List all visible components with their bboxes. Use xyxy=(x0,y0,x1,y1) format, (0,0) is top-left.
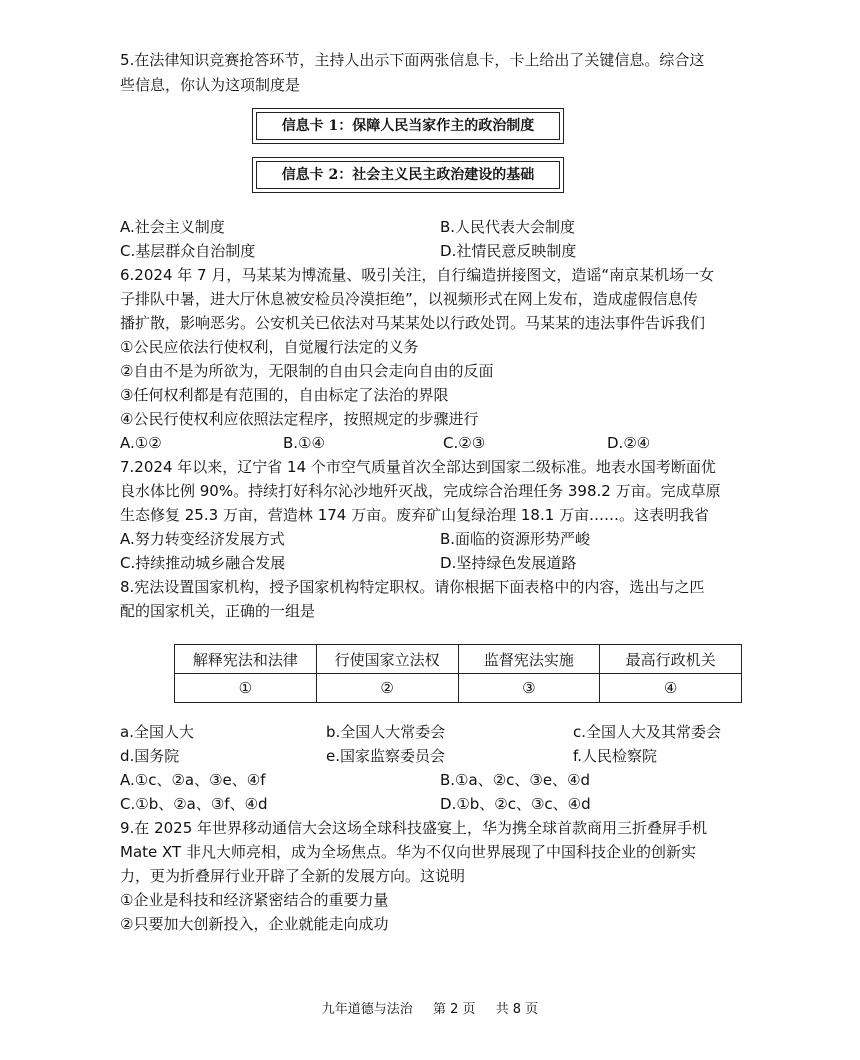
footer-total-pages: 共 8 页 xyxy=(495,1002,539,1017)
q7-stem-line-2: 良水体比例 90%。持续打好科尔沁沙地歼灭战，完成综合治理任务 398.2 万亩。完成草原 xyxy=(120,482,721,500)
table-header-cell: 解释宪法和法律 xyxy=(175,645,317,674)
table-header-cell: 行使国家立法权 xyxy=(316,645,458,674)
q7-option-b: B.面临的资源形势严峻 xyxy=(440,530,591,548)
q5-option-c: C.基层群众自治制度 xyxy=(120,242,256,260)
q6-stem-line-2: 子排队中暑，进大厅休息被安检员冷漠拒绝”，以视频形式在网上发布，造成虚假信息传 xyxy=(120,290,698,308)
table-row xyxy=(175,674,742,703)
q6-statement-1: ①公民应依法行使权利，自觉履行法定的义务 xyxy=(120,338,419,356)
q7-stem-line-3: 生态修复 25.3 万亩，营造林 174 万亩。废弃矿山复绿治理 18.1 万亩……。这表明我省 xyxy=(120,506,710,524)
q6-statement-2: ②自由不是为所欲为，无限制的自由只会走向自由的反面 xyxy=(120,362,494,380)
q5-stem-line-1: 5.在法律知识竞赛抢答环节，主持人出示下面两张信息卡，卡上给出了关键信息。综合这 xyxy=(120,51,705,69)
q8-organ-f: f.人民检察院 xyxy=(573,747,657,765)
q5-option-b: B.人民代表大会制度 xyxy=(440,218,576,236)
q8-organ-e: e.国家监察委员会 xyxy=(326,747,445,765)
page-footer xyxy=(0,1000,860,1020)
q9-stem-line-3: 力，更为折叠屏行业开辟了全新的发展方向。这说明 xyxy=(120,867,466,885)
q7-option-d: D.坚持绿色发展道路 xyxy=(440,554,577,572)
q7-option-a: A.努力转变经济发展方式 xyxy=(120,530,285,548)
q8-stem-line-1: 8.宪法设置国家机构，授予国家机构特定职权。请你根据下面表格中的内容，选出与之匹 xyxy=(120,578,705,596)
q7-stem-line-1: 7.2024 年以来，辽宁省 14 个市空气质量首次全部达到国家二级标准。地表水国考断面优 xyxy=(120,458,716,476)
table-header-cell: 监督宪法实施 xyxy=(458,645,600,674)
table-cell: ④ xyxy=(600,674,742,703)
q6-statement-4: ④公民行使权利应依照法定程序，按照规定的步骤进行 xyxy=(120,410,479,428)
table-header-cell: 最高行政机关 xyxy=(600,645,742,674)
table-header-row xyxy=(175,645,742,674)
q8-option-a: A.①c、②a、③e、④f xyxy=(120,771,266,789)
q8-organ-b: b.全国人大常委会 xyxy=(326,723,446,741)
q5-option-a: A.社会主义制度 xyxy=(120,218,225,236)
q6-stem-line-1: 6.2024 年 7 月，马某某为博流量、吸引关注，自行编造拼接图文，造谣“南京某机场一女 xyxy=(120,266,715,284)
q6-stem-line-3: 播扩散，影响恶劣。公安机关已依法对马某某处以行政处罚。马某某的违法事件告诉我们 xyxy=(120,314,706,332)
table-cell: ③ xyxy=(458,674,600,703)
footer-subject: 九年道德与法治 xyxy=(321,1002,413,1017)
q6-option-c: C.②③ xyxy=(443,434,486,452)
q5-option-d: D.社情民意反映制度 xyxy=(440,242,577,260)
q5-stem-line-2: 些信息，你认为这项制度是 xyxy=(120,76,301,94)
q8-stem-line-2: 配的国家机关，正确的一组是 xyxy=(120,602,316,620)
q8-option-d: D.①b、②c、③c、④d xyxy=(440,795,591,813)
q6-option-d: D.②④ xyxy=(607,434,651,452)
q6-option-a: A.①② xyxy=(120,434,162,452)
q9-stem-line-1: 9.在 2025 年世界移动通信大会这场全球科技盛宴上，华为携全球首款商用三折叠屏手机 xyxy=(120,819,708,837)
q8-option-b: B.①a、②c、③e、④d xyxy=(440,771,591,789)
q6-option-b: B.①④ xyxy=(283,434,325,452)
info-card-2 xyxy=(252,157,564,193)
authority-table xyxy=(174,644,742,703)
q8-option-c: C.①b、②a、③f、④d xyxy=(120,795,268,813)
q7-option-c: C.持续推动城乡融合发展 xyxy=(120,554,286,572)
table-cell: ① xyxy=(175,674,317,703)
q8-organ-a: a.全国人大 xyxy=(120,723,194,741)
info-card-1 xyxy=(252,108,564,144)
q8-organ-d: d.国务院 xyxy=(120,747,180,765)
info-card-1-text: 信息卡 1：保障人民当家作主的政治制度 xyxy=(281,118,535,134)
footer-page-number: 第 2 页 xyxy=(432,1002,476,1017)
q8-organ-c: c.全国人大及其常委会 xyxy=(573,723,722,741)
q9-statement-2: ②只要加大创新投入，企业就能走向成功 xyxy=(120,915,389,933)
q9-stem-line-2: Mate XT 非凡大师亮相，成为全场焦点。华为不仅向世界展现了中国科技企业的创新实 xyxy=(120,843,696,861)
table-cell: ② xyxy=(316,674,458,703)
q6-statement-3: ③任何权利都是有范围的，自由标定了法治的界限 xyxy=(120,386,449,404)
q9-statement-1: ①企业是科技和经济紧密结合的重要力量 xyxy=(120,891,389,909)
info-card-2-text: 信息卡 2：社会主义民主政治建设的基础 xyxy=(281,167,535,183)
